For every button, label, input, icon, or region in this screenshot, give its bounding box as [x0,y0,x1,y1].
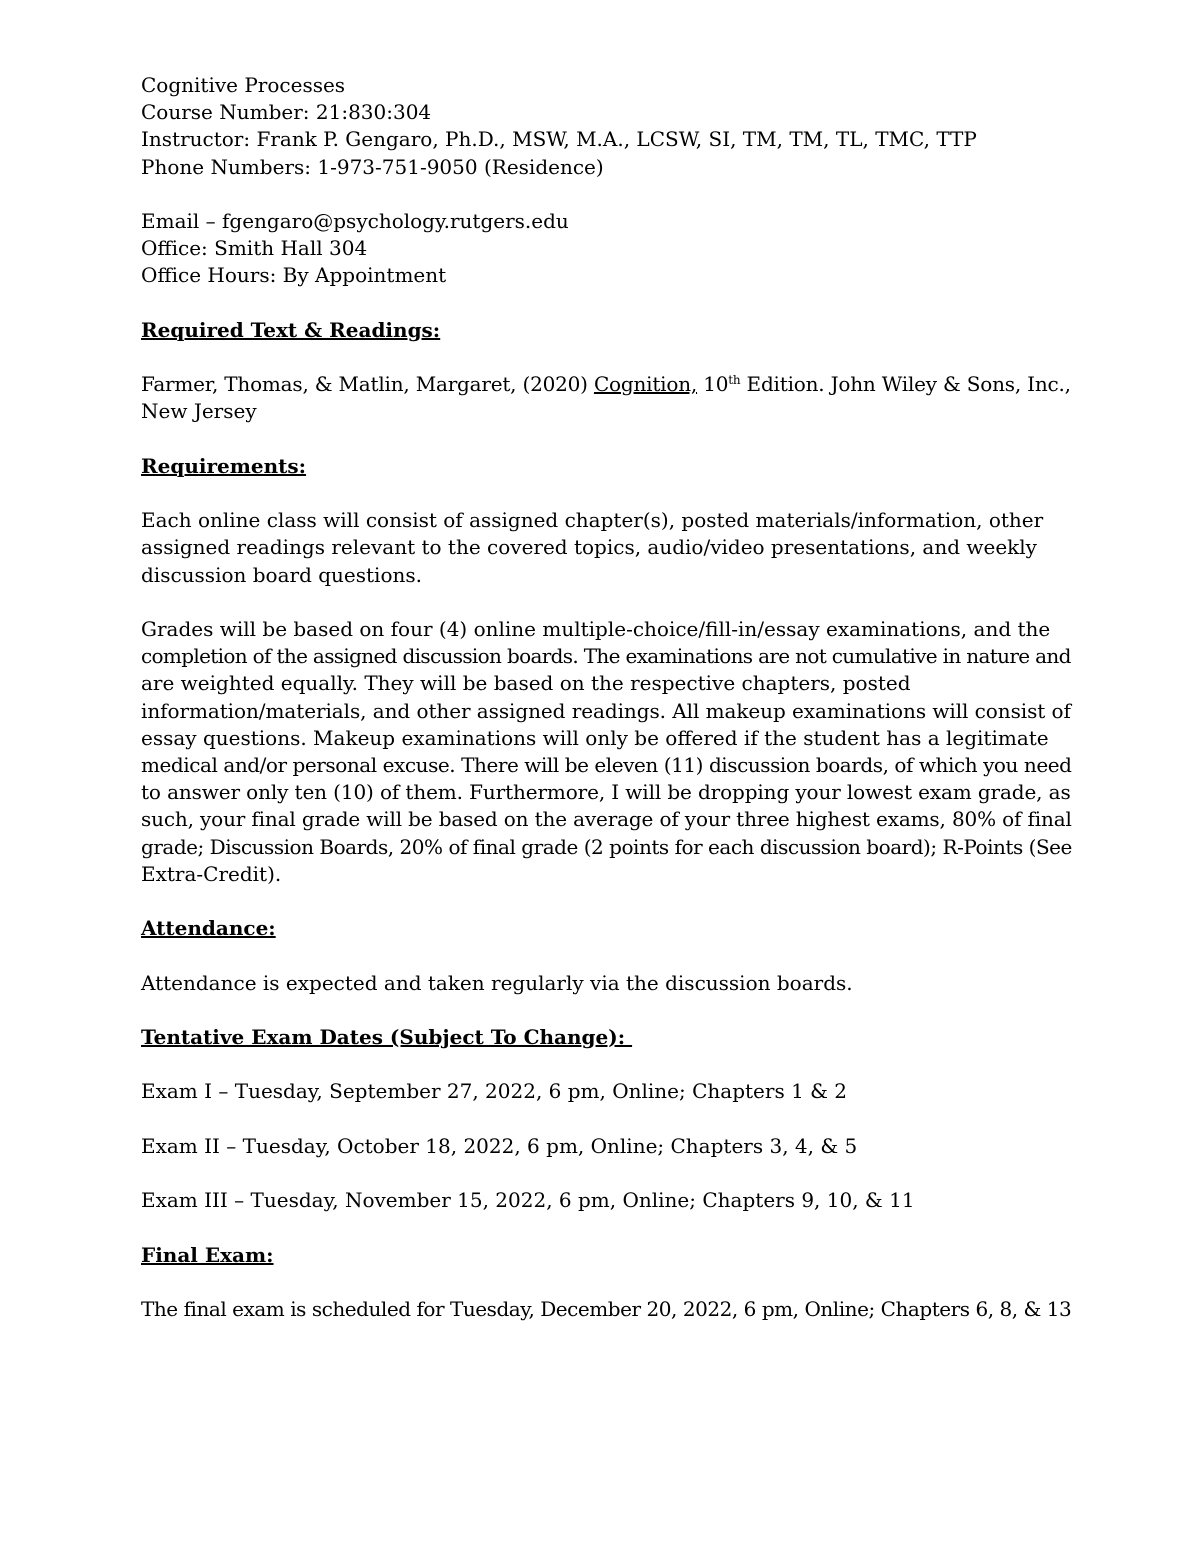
exam-dates-heading: Tentative Exam Dates (Subject To Change): [141,1024,633,1049]
spacer [141,1269,1071,1296]
citation-publisher: Edition. John Wiley & Sons, Inc., [740,372,1071,397]
spacer [141,1106,1071,1133]
requirements-paragraph-1 [141,507,1071,589]
paragraph-line: essay questions. Makeup examinations will only be offered if the student has a legitimate [141,725,1049,750]
paragraph-line: discussion board questions. [141,562,422,587]
paragraph-line: to answer only ten (10) of them. Furthermore, I will be dropping your lowest exam grade, as [141,780,1071,805]
paragraph-line: Grades will be based on four (4) online multiple-choice/fill-in/essay examinations, and the [141,616,1051,641]
paragraph-line: medical and/or personal excuse. There will be eleven (11) discussion boards, of which you need [141,752,1072,777]
attendance-heading: Attendance: [141,916,276,941]
citation-location: New Jersey [141,399,257,424]
course-title: Cognitive Processes [141,73,346,97]
textbook-citation [141,371,1071,398]
spacer [141,1160,1071,1187]
office-line: Office: Smith Hall 304 [141,236,368,261]
paragraph-line: Each online class will consist of assigned chapter(s), posted materials/information, other [141,508,1044,533]
paragraph-line: completion of the assigned discussion boards. The examinations are not cumulative in nature and [141,644,1071,669]
spacer [141,480,1071,507]
spacer [141,942,1071,969]
requirements-paragraph-2 [141,616,1071,888]
exam-2-line: Exam II – Tuesday, October 18, 2022, 6 pm, Online; Chapters 3, 4, & 5 [141,1133,858,1158]
paragraph-line: grade; Discussion Boards, 20% of final grade (2 points for each discussion board); R-Points (See [141,834,1072,859]
citation-authors: Farmer, Thomas, & Matlin, Margaret, (2020) [141,372,594,397]
spacer [141,181,1071,208]
spacer [141,589,1071,616]
book-title: Cognition, [593,372,698,397]
final-exam-heading: Final Exam: [141,1242,274,1267]
exam-1-line: Exam I – Tuesday, September 27, 2022, 6 pm, Online; Chapters 1 & 2 [141,1079,848,1104]
spacer [141,1214,1071,1241]
phone-line: Phone Numbers: 1-973-751-9050 (Residence) [141,154,604,179]
requirements-heading: Requirements: [141,453,307,478]
spacer [141,290,1071,317]
paragraph-line: are weighted equally. They will be based on the respective chapters, posted [141,671,911,696]
final-exam-text: The final exam is scheduled for Tuesday, December 20, 2022, 6 pm, Online; Chapters 6, 8, & 13 [141,1296,1072,1321]
instructor-line: Instructor: Frank P. Gengaro, Ph.D., MSW, M.A., LCSW, SI, TM, TM, TL, TMC, TTP [141,127,977,152]
paragraph-line: Extra-Credit). [141,861,282,886]
syllabus-page [141,72,1071,1323]
attendance-text: Attendance is expected and taken regularly via the discussion boards. [141,970,853,995]
spacer [141,997,1071,1024]
spacer [141,344,1071,371]
spacer [141,426,1071,453]
office-hours-line: Office Hours: By Appointment [141,263,447,288]
spacer [141,1051,1071,1078]
paragraph-line: information/materials, and other assigned readings. All makeup examinations will consist of [141,698,1071,723]
spacer [141,888,1071,915]
required-text-heading: Required Text & Readings: [141,317,441,342]
course-number: Course Number: 21:830:304 [141,100,432,125]
paragraph-line: such, your final grade will be based on the average of your three highest exams, 80% of final [141,807,1072,832]
edition-number: 10 [697,372,729,397]
paragraph-line: assigned readings relevant to the covered topics, audio/video presentations, and weekly [141,535,1037,560]
email-line: Email – fgengaro@psychology.rutgers.edu [141,209,569,233]
exam-3-line: Exam III – Tuesday, November 15, 2022, 6 pm, Online; Chapters 9, 10, & 11 [141,1188,915,1213]
edition-superscript: th [728,373,741,388]
